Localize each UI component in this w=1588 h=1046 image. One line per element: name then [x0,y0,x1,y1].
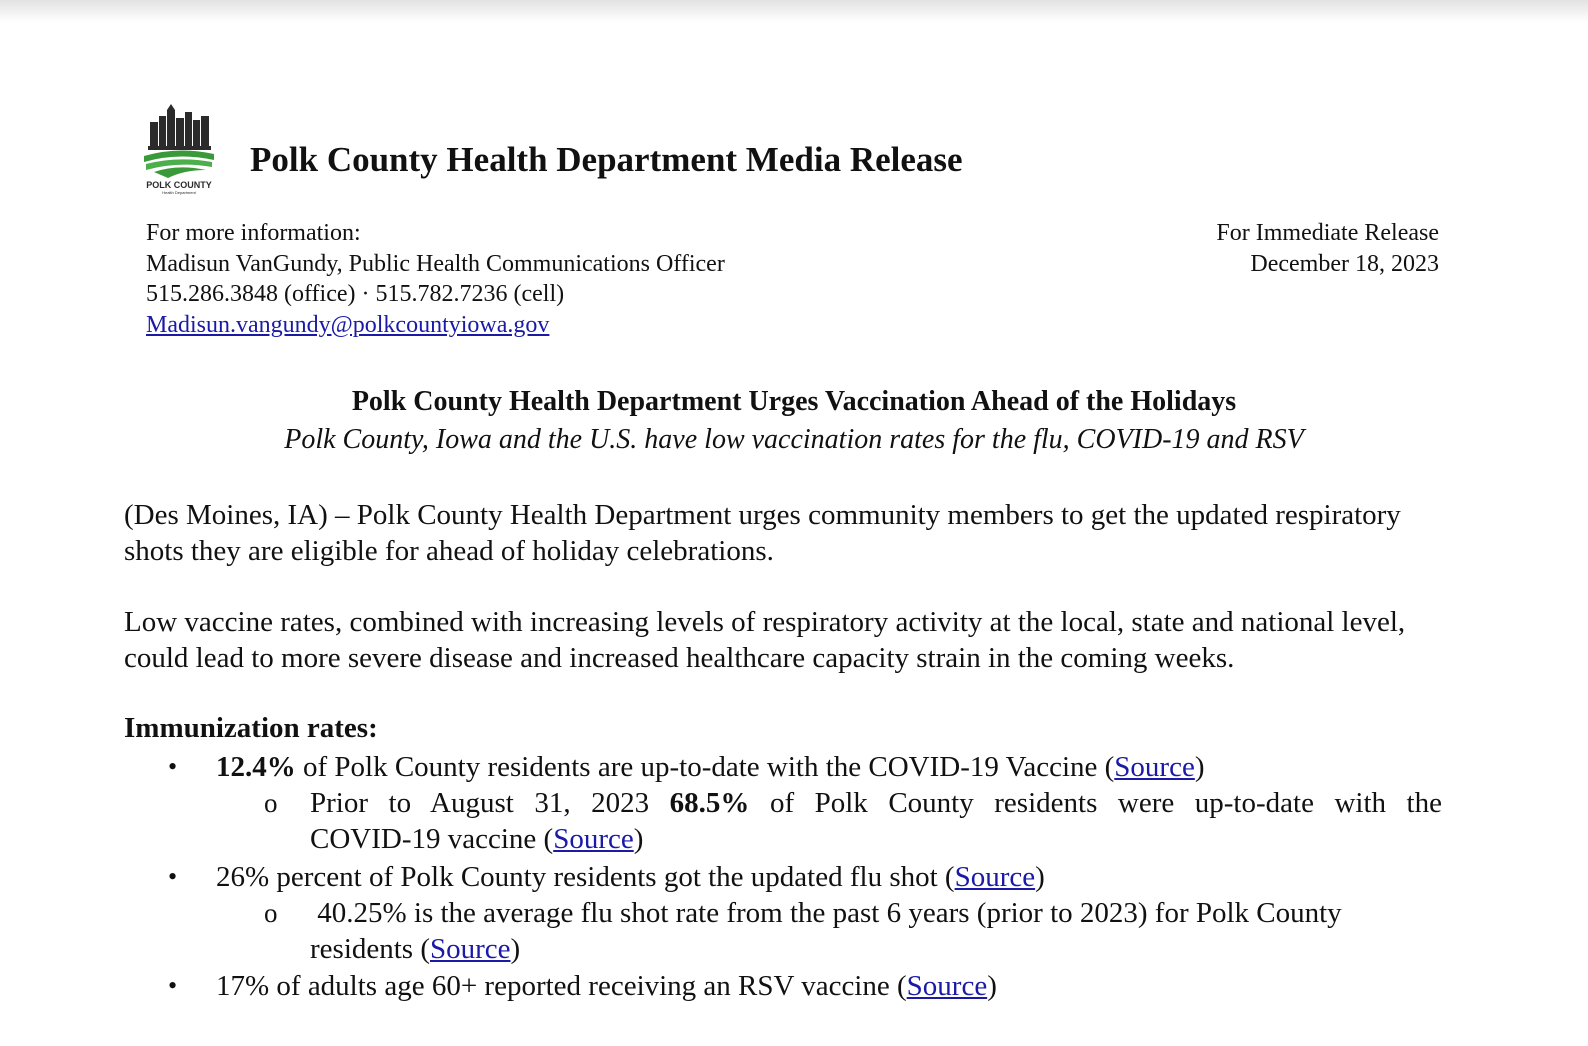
sub-bullet-icon: o [264,898,278,928]
contact-name-title: Madisun VanGundy, Public Health Communications Officer [146,250,725,277]
release-date: December 18, 2023 [1250,250,1439,277]
media-release-title: Polk County Health Department Media Release [250,140,963,179]
immunization-heading: Immunization rates: [124,712,378,744]
list-item-rsv-rate: • 17% of adults age 60+ reported receiving an RSV vaccine (Source) [168,970,997,1002]
contact-email-link[interactable]: Madisun.vangundy@polkcountyiowa.gov [146,311,550,338]
source-link[interactable]: Source [906,970,988,1002]
covid-prior-rate-value: 68.5% [669,787,750,819]
window-top-edge [0,0,1588,22]
paragraph-intro: (Des Moines, IA) – Polk County Health Department urges community members to get the updated respiratory shots they are eligible for ahead of holiday celebrations. [124,499,1401,567]
logo-text: POLK COUNTY [146,180,212,190]
source-link[interactable]: Source [553,823,634,855]
logo-subtext: Health Department [162,190,196,195]
contact-phones: 515.286.3848 (office) · 515.782.7236 (cell) [146,281,565,307]
list-item-covid-prior-rate: o Prior to August 31, 2023 68.5% of Polk County residents were up-to-date with the COVID-19 vaccine (Source) [264,787,1442,855]
contact-label: For more information: [146,220,361,246]
source-link[interactable]: Source [1114,751,1195,783]
paragraph-low-rates: Low vaccine rates, combined with increasing levels of respiratory activity at the local, state and national level, could lead to more severe disease and increased healthcare capacity strain in the coming weeks. [124,606,1406,674]
sub-bullet-icon: o [264,788,278,818]
bullet-icon: • [168,752,178,781]
release-type: For Immediate Release [1216,220,1439,246]
source-link[interactable]: Source [430,933,511,965]
covid-rate-value: 12.4% [216,751,296,783]
bullet-icon: • [168,971,178,1000]
bullet-icon: • [168,862,178,891]
source-link[interactable]: Source [954,861,1036,893]
release-info [1216,218,1439,279]
polk-county-logo [140,100,218,196]
article-headline: Polk County Health Department Urges Vaccination Ahead of the Holidays [351,386,1237,417]
list-item-covid-rate: • 12.4% of Polk County residents are up-to-date with the COVID-19 Vaccine (Source) [168,751,1205,783]
article-subheadline: Polk County, Iowa and the U.S. have low vaccination rates for the flu, COVID-19 and RSV [284,424,1304,455]
list-item-flu-rate: • 26% percent of Polk County residents got the updated flu shot (Source) [168,861,1045,893]
contact-block [146,218,725,340]
list-item-flu-average: o 40.25% is the average flu shot rate from the past 6 years (prior to 2023) for Polk County residents (Source) [264,897,1342,965]
